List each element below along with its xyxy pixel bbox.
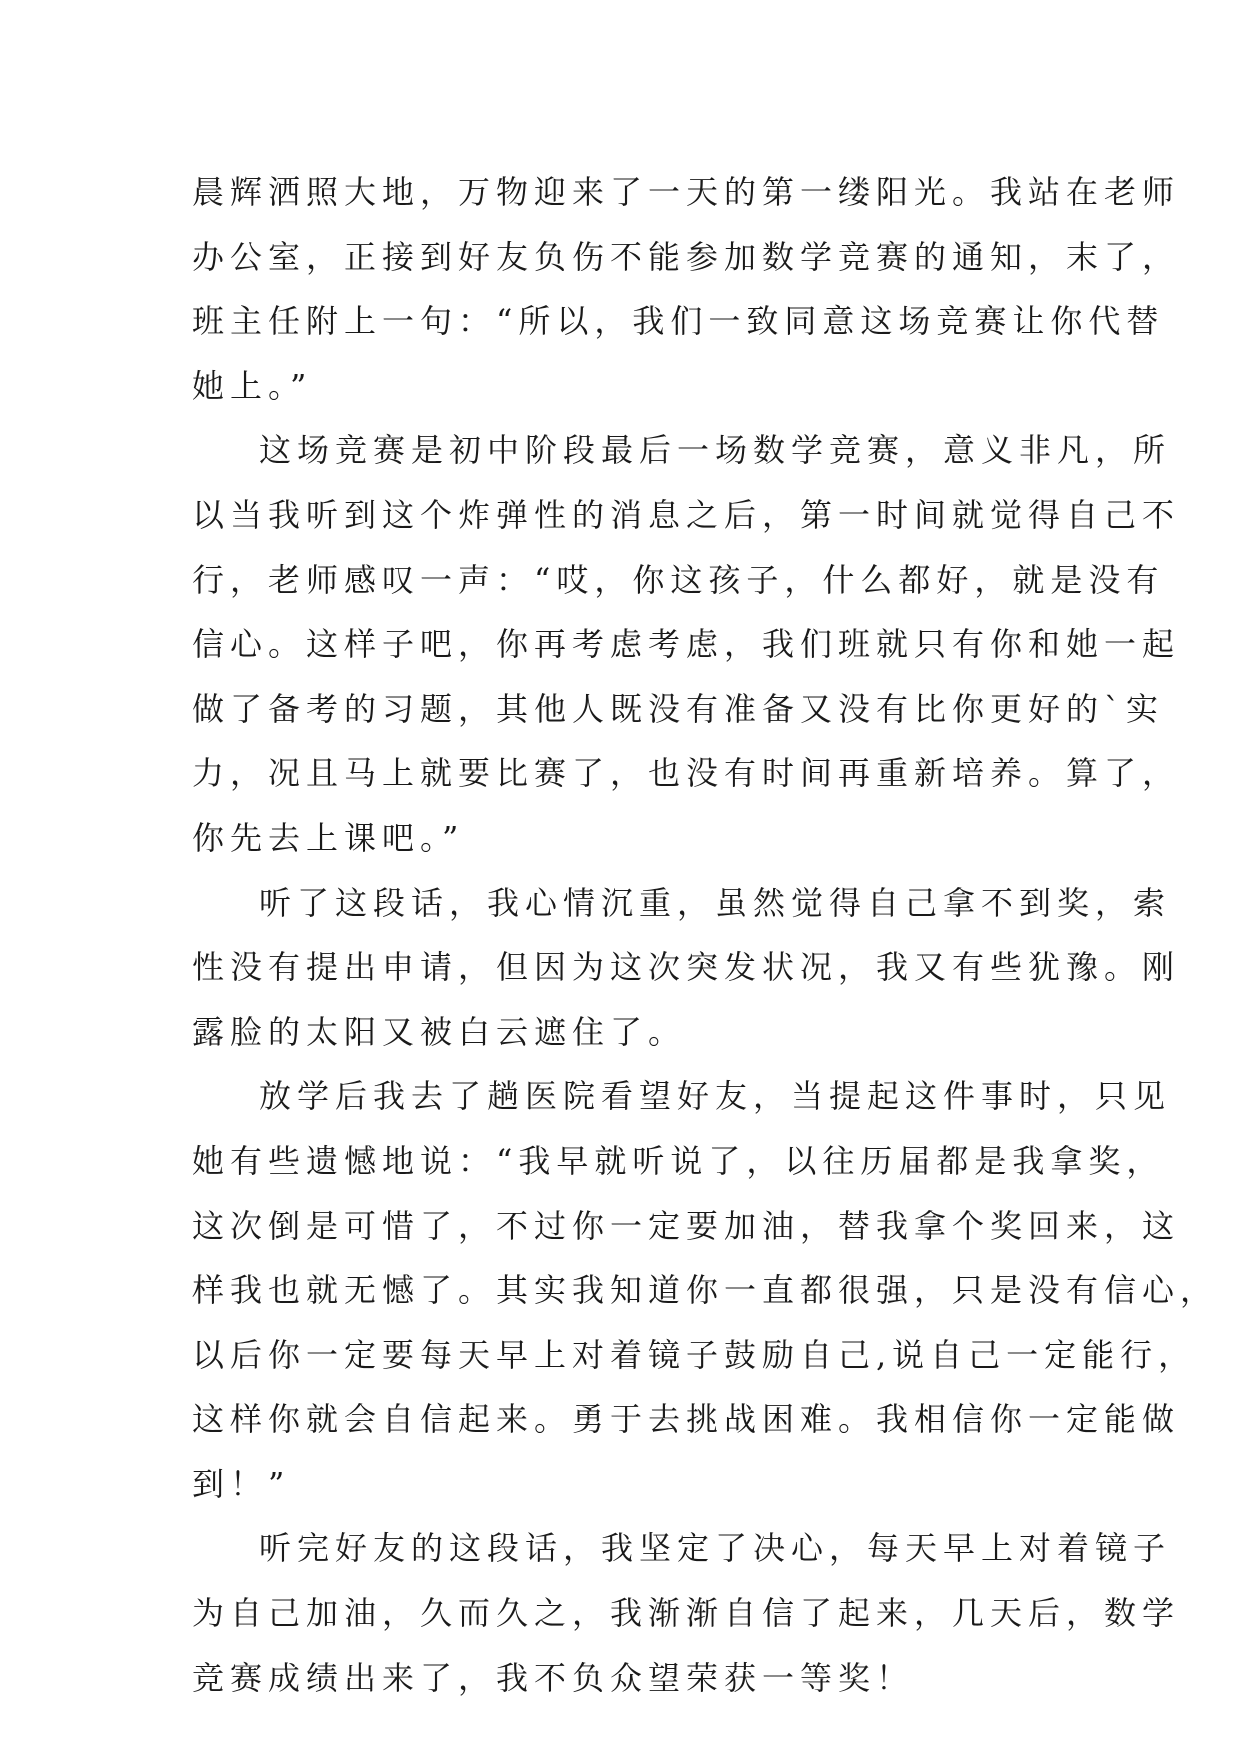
text-line: 性没有提出申请，但因为这次突发状况，我又有些犹豫。刚 <box>192 948 1181 987</box>
text-line: 听了这段话，我心情沉重，虽然觉得自己拿不到奖，索 <box>259 883 1172 922</box>
text-line: 以后你一定要每天早上对着镜子鼓励自己,说自己一定能行， <box>192 1335 1197 1374</box>
text-line: 这场竞赛是初中阶段最后一场数学竞赛，意义非凡，所 <box>259 431 1172 470</box>
paragraph-3 <box>192 871 1181 1065</box>
paragraph-5 <box>192 1516 1181 1710</box>
text-line: 做了备考的习题，其他人既没有准备又没有比你更好的`实 <box>192 689 1165 728</box>
text-line: 到！” <box>192 1464 291 1503</box>
text-line: 行，老师感叹一声：“哎，你这孩子，什么都好，就是没有 <box>192 560 1165 599</box>
text-line: 你先去上课吧。” <box>192 818 465 857</box>
paragraph-4 <box>192 1064 1219 1516</box>
paragraph-1 <box>192 160 1181 418</box>
text-line: 力，况且马上就要比赛了，也没有时间再重新培养。算了， <box>192 754 1181 793</box>
text-line: 为自己加油，久而久之，我渐渐自信了起来，几天后，数学 <box>192 1594 1181 1633</box>
text-line: 以当我听到这个炸弹性的消息之后，第一时间就觉得自己不 <box>192 495 1181 534</box>
text-line: 她上。” <box>192 366 313 405</box>
text-line: 晨辉洒照大地，万物迎来了一天的第一缕阳光。我站在老师 <box>192 173 1181 211</box>
text-line: 班主任附上一句：“所以，我们一致同意这场竞赛让你代替 <box>192 302 1165 341</box>
text-line: 信心。这样子吧，你再考虑考虑，我们班就只有你和她一起 <box>192 625 1181 664</box>
text-line: 放学后我去了趟医院看望好友，当提起这件事时，只见 <box>259 1077 1172 1116</box>
paragraph-2 <box>192 418 1181 870</box>
text-line: 办公室，正接到好友负伤不能参加数学竞赛的通知，末了， <box>192 237 1181 276</box>
text-line: 听完好友的这段话，我坚定了决心，每天早上对着镜子 <box>259 1529 1172 1568</box>
text-line: 竞赛成绩出来了，我不负众望荣获一等奖！ <box>192 1658 915 1697</box>
text-line: 这次倒是可惜了，不过你一定要加油，替我拿个奖回来，这 <box>192 1206 1181 1245</box>
text-line: 她有些遗憾地说：“我早就听说了，以往历届都是我拿奖， <box>192 1141 1165 1180</box>
text-line: 露脸的太阳又被白云遮住了。 <box>192 1012 687 1051</box>
text-line: 这样你就会自信起来。勇于去挑战困难。我相信你一定能做 <box>192 1400 1181 1439</box>
document-body <box>192 160 1219 1710</box>
text-line: 样我也就无憾了。其实我知道你一直都很强，只是没有信心， <box>192 1271 1219 1310</box>
